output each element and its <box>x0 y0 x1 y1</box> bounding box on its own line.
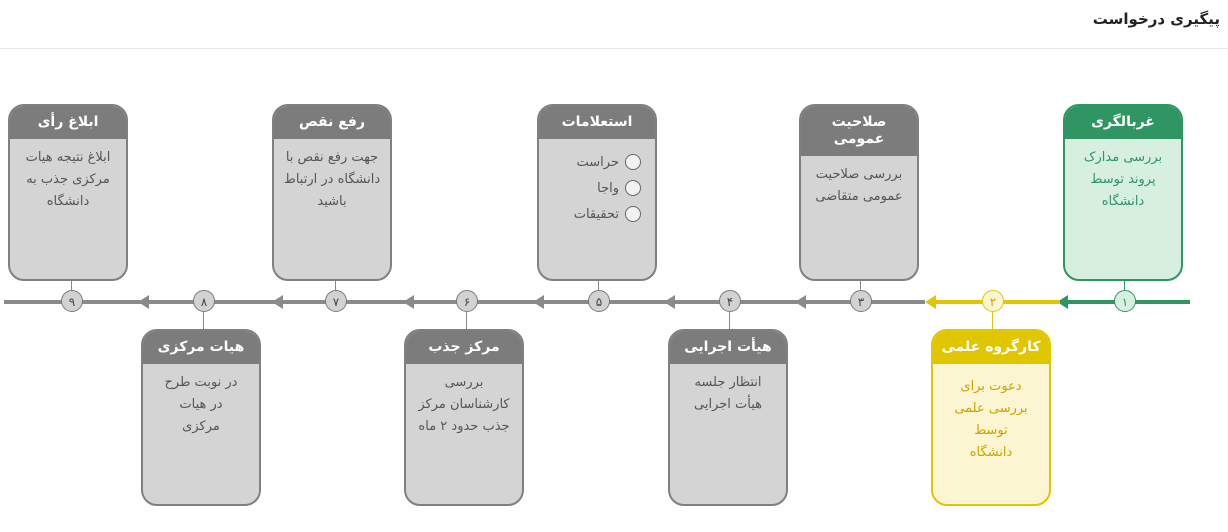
radio-button[interactable] <box>625 154 641 170</box>
step-description: جهت رفع نقص با دانشگاه در ارتباط باشید <box>283 150 381 209</box>
arrow-icon <box>272 295 283 309</box>
step-card-8 <box>141 329 261 506</box>
step-number-5: ۵ <box>588 290 610 312</box>
step-title: ابلاغ رأی <box>10 106 126 139</box>
page-title: پیگیری درخواست <box>1092 10 1220 28</box>
step-card-5 <box>537 104 657 281</box>
arrow-icon <box>664 295 675 309</box>
step-number-1: ۱ <box>1114 290 1136 312</box>
connector <box>992 312 993 330</box>
step-number-9: ۹ <box>61 290 83 312</box>
option-herasat[interactable] <box>539 149 641 175</box>
step-card-6 <box>404 329 524 506</box>
option-label: واجا <box>597 180 619 196</box>
step-description: در نوبت طرح در هیات مرکزی <box>164 375 238 434</box>
step-description: بررسی صلاحیت عمومی متقاضی <box>815 167 903 204</box>
arrow-icon <box>403 295 414 309</box>
step-title: غربالگری <box>1065 106 1181 139</box>
step-title: هیات مرکزی <box>143 331 259 364</box>
connector <box>860 280 861 290</box>
step-number-7: ۷ <box>325 290 347 312</box>
step-title: کارگروه علمی <box>933 331 1049 364</box>
step-number-2: ۲ <box>982 290 1004 312</box>
radio-button[interactable] <box>625 180 641 196</box>
step-title: صلاحیت عمومی <box>801 106 917 156</box>
step-number-8: ۸ <box>193 290 215 312</box>
step-card-7 <box>272 104 392 281</box>
step-title: استعلامات <box>539 106 655 139</box>
step-number-4: ۴ <box>719 290 741 312</box>
arrow-icon <box>533 295 544 309</box>
step-card-2 <box>931 329 1051 506</box>
option-label: تحقیقات <box>573 206 619 222</box>
step-title: مرکز جذب <box>406 331 522 364</box>
option-label: حراست <box>576 154 619 170</box>
step-number-3: ۳ <box>850 290 872 312</box>
inquiry-options <box>539 139 655 227</box>
connector <box>729 312 730 330</box>
step-title: هیأت اجرایی <box>670 331 786 364</box>
option-vaja[interactable] <box>539 175 641 201</box>
step-description: دعوت برای بررسی علمی توسط دانشگاه <box>954 379 1028 460</box>
step-card-4 <box>668 329 788 506</box>
page-header <box>0 0 1228 49</box>
arrow-icon <box>925 295 936 309</box>
step-description: ابلاغ نتیجه هیات مرکزی جذب به دانشگاه <box>25 150 111 209</box>
connector <box>71 280 72 290</box>
radio-button[interactable] <box>625 206 641 222</box>
connector <box>203 312 204 330</box>
connector <box>335 280 336 290</box>
step-card-1 <box>1063 104 1183 281</box>
connector <box>598 280 599 290</box>
connector <box>1124 280 1125 290</box>
arrow-icon <box>138 295 149 309</box>
arrow-icon <box>795 295 806 309</box>
step-card-3 <box>799 104 919 281</box>
option-tahghighat[interactable] <box>539 201 641 227</box>
step-number-6: ۶ <box>456 290 478 312</box>
step-description: بررسی مدارک پروند توسط دانشگاه <box>1083 150 1163 209</box>
step-description: انتظار جلسه هیأت اجرایی <box>694 375 762 412</box>
step-card-9 <box>8 104 128 281</box>
step-description: بررسی کارشناسان مرکز جذب حدود ۲ ماه <box>418 375 510 434</box>
step-title: رفع نقص <box>274 106 390 139</box>
connector <box>466 312 467 330</box>
